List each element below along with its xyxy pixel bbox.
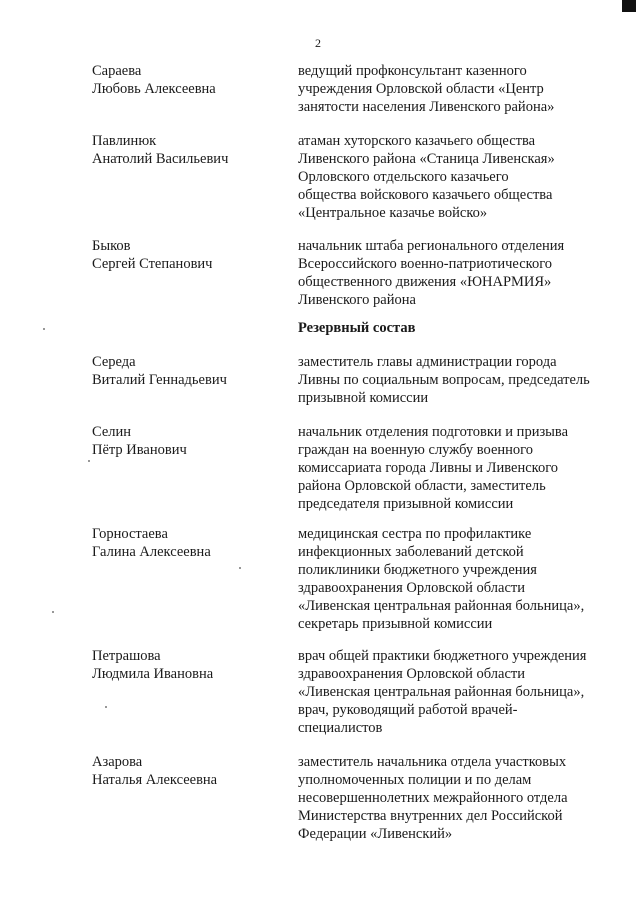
role-line: ведущий профконсультант казенного	[298, 63, 527, 79]
role-line: «Центральное казачье войско»	[298, 205, 488, 221]
scan-speck	[88, 460, 90, 462]
member-surname: Сараева	[92, 63, 142, 79]
member-name	[92, 353, 282, 389]
role-line: здравоохранения Орловской области	[298, 666, 525, 682]
member-surname: Середа	[92, 354, 136, 370]
role-line: Федерации «Ливенский»	[298, 826, 453, 842]
role-line: учреждения Орловской области «Центр	[298, 81, 544, 97]
member-surname: Азарова	[92, 754, 143, 770]
member-role	[298, 353, 616, 407]
member-surname: Павлинюк	[92, 133, 157, 149]
role-line: начальник отделения подготовки и призыва	[298, 424, 569, 440]
role-line: Ливны по социальным вопросам, председатель	[298, 372, 590, 388]
role-line: врач общей практики бюджетного учреждения	[298, 648, 587, 664]
role-line: председателя призывной комиссии	[298, 496, 514, 512]
member-role	[298, 237, 616, 309]
role-line: заместитель главы администрации города	[298, 354, 557, 370]
member-given-names: Сергей Степанович	[92, 256, 213, 272]
member-name	[92, 423, 282, 459]
role-line: здравоохранения Орловской области	[298, 580, 525, 596]
member-name	[92, 62, 282, 98]
role-line: района Орловской области, заместитель	[298, 478, 546, 494]
member-given-names: Анатолий Васильевич	[92, 151, 229, 167]
role-line: врач, руководящий работой врачей-	[298, 702, 518, 718]
member-role	[298, 423, 616, 513]
member-name	[92, 647, 282, 683]
scan-speck	[105, 706, 107, 708]
page-number: 2	[315, 36, 321, 50]
member-name	[92, 753, 282, 789]
role-line: Министерства внутренних дел Российской	[298, 808, 563, 824]
scan-speck	[43, 328, 45, 330]
member-given-names: Наталья Алексеевна	[92, 772, 218, 788]
role-line: специалистов	[298, 720, 383, 736]
member-name	[92, 132, 282, 168]
reserve-heading: Резервный состав	[298, 320, 416, 336]
scan-speck	[52, 611, 54, 613]
member-surname: Селин	[92, 424, 132, 440]
member-given-names: Галина Алексеевна	[92, 544, 211, 560]
member-role	[298, 647, 616, 737]
role-line: общественного движения «ЮНАРМИЯ»	[298, 274, 552, 290]
scan-speck	[239, 567, 241, 569]
member-role	[298, 62, 616, 116]
role-line: поликлиники бюджетного учреждения	[298, 562, 537, 578]
role-line: Ливенского района	[298, 292, 416, 308]
role-line: «Ливенская центральная районная больница»,	[298, 598, 585, 614]
role-line: заместитель начальника отдела участковых	[298, 754, 567, 770]
role-line: Орловского отдельского казачьего	[298, 169, 509, 185]
role-line: инфекционных заболеваний детской	[298, 544, 524, 560]
role-line: секретарь призывной комиссии	[298, 616, 493, 632]
member-given-names: Виталий Геннадьевич	[92, 372, 227, 388]
role-line: начальник штаба регионального отделения	[298, 238, 565, 254]
member-role	[298, 753, 616, 843]
role-line: несовершеннолетних межрайонного отдела	[298, 790, 568, 806]
member-given-names: Любовь Алексеевна	[92, 81, 216, 97]
role-line: призывной комиссии	[298, 390, 429, 406]
member-surname: Петрашова	[92, 648, 161, 664]
role-line: комиссариата города Ливны и Ливенского	[298, 460, 559, 476]
role-line: занятости населения Ливенского района»	[298, 99, 555, 115]
scan-mark	[622, 0, 636, 12]
role-line: Всероссийского военно-патриотического	[298, 256, 553, 272]
member-name	[92, 237, 282, 273]
member-name	[92, 525, 282, 561]
role-line: атаман хуторского казачьего общества	[298, 133, 536, 149]
role-line: «Ливенская центральная районная больница»,	[298, 684, 585, 700]
member-given-names: Пётр Иванович	[92, 442, 187, 458]
role-line: граждан на военную службу военного	[298, 442, 533, 458]
member-role	[298, 525, 616, 633]
member-given-names: Людмила Ивановна	[92, 666, 214, 682]
member-role	[298, 132, 616, 222]
role-line: уполномоченных полиции и по делам	[298, 772, 532, 788]
role-line: медицинская сестра по профилактике	[298, 526, 532, 542]
role-line: общества войскового казачьего общества	[298, 187, 553, 203]
member-surname: Быков	[92, 238, 131, 254]
member-surname: Горностаева	[92, 526, 168, 542]
role-line: Ливенского района «Станица Ливенская»	[298, 151, 555, 167]
